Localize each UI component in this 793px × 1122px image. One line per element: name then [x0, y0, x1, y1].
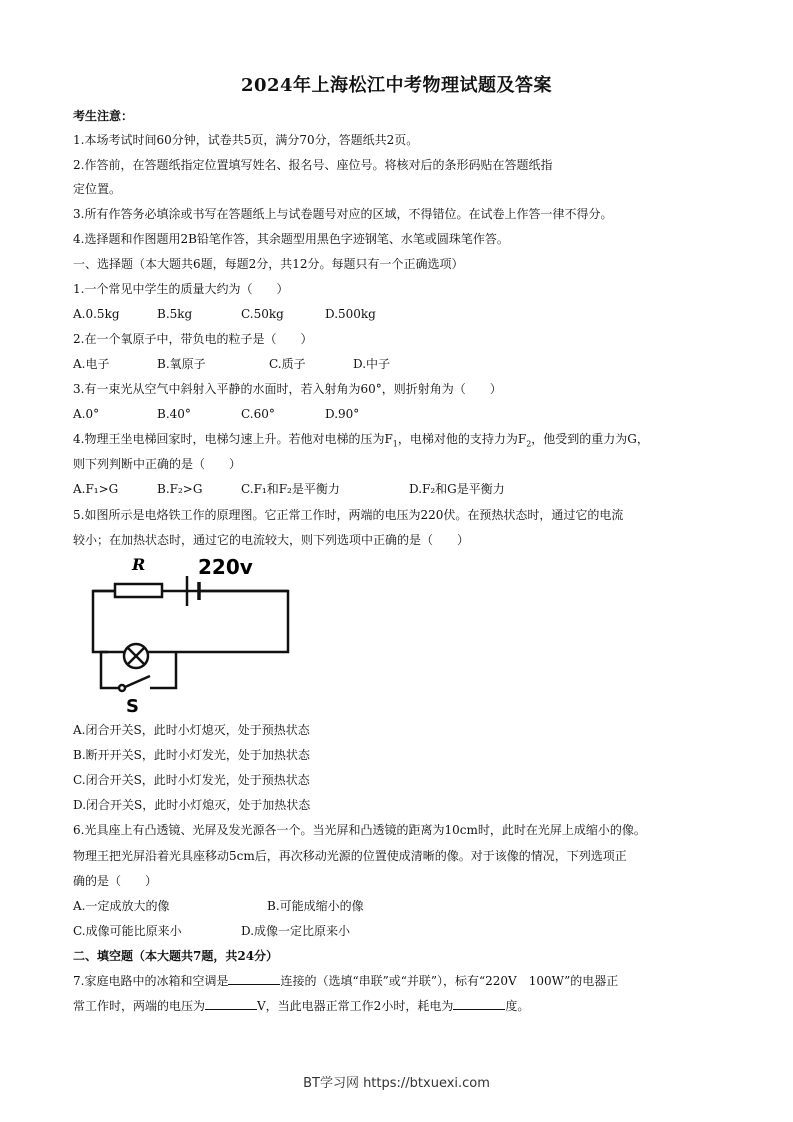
question-2-options [73, 356, 390, 372]
option-c: C.质子 [269, 357, 306, 371]
option-c: C.50kg [241, 307, 284, 321]
option-d: D.中子 [353, 357, 391, 371]
question-1-options [73, 306, 376, 322]
question-4-options [73, 481, 505, 497]
option-b: B.5kg [157, 307, 193, 321]
notice-item: 2.作答前，在答题纸指定位置填写姓名、报名号、座位号。将核对后的条形码贴在答题纸指 [73, 158, 553, 172]
option-d: D.F₂和G是平衡力 [409, 482, 505, 496]
q7-text: 度。 [505, 999, 530, 1013]
option-b: B.F₂>G [157, 482, 203, 496]
option-c: C.60° [241, 407, 275, 421]
question-6-options-row2 [73, 923, 350, 939]
answer-blank[interactable] [228, 974, 280, 985]
question-3-stem: 3.有一束光从空气中斜射入平静的水面时，若入射角为60°，则折射角为（ ） [73, 382, 502, 396]
question-4-stem-line2: 则下列判断中正确的是（ ） [73, 457, 242, 471]
footer-watermark: BT学习网 https://btxuexi.com [303, 1076, 490, 1091]
notice-item: 3.所有作答务必填涂或书写在答题纸上与试卷题号对应的区域，不得错位。在试卷上作答一律不得分。 [73, 207, 613, 221]
notice-heading: 考生注意： [73, 109, 134, 123]
question-1-stem: 1.一个常见中学生的质量大约为（ ） [73, 282, 289, 296]
question-6-options-row1 [73, 898, 364, 914]
question-5-option-c: C.闭合开关S，此时小灯发光，处于预热状态 [73, 773, 310, 787]
resistor-label: R [132, 555, 146, 574]
option-a: A.F₁>G [73, 482, 119, 496]
notice-item: 4.选择题和作图题用2B铅笔作答，其余题型用黑色字迹钢笔、水笔或圆珠笔作答。 [73, 232, 509, 246]
answer-blank[interactable] [453, 999, 505, 1010]
option-a: A.一定成放大的像 [73, 899, 170, 913]
switch-lever [125, 676, 150, 687]
notice-item: 1.本场考试时间60分钟，试卷共5页，满分70分，答题纸共2页。 [73, 133, 419, 147]
voltage-label: 220v [198, 555, 253, 579]
q7-text: 连接的（选填“串联”或“并联”），标有“220V 100W”的电器正 [280, 974, 619, 988]
option-d: D.成像一定比原来小 [241, 924, 351, 938]
question-5-option-a: A.闭合开关S，此时小灯熄灭，处于预热状态 [73, 723, 310, 737]
question-6-stem-line3: 确的是（ ） [73, 874, 158, 888]
question-6-stem-line2: 物理王把光屏沿着光具座移动5cm后，再次移动光源的位置使成清晰的像。对于该像的情况，下列选项正 [73, 849, 627, 863]
resistor-symbol [115, 584, 162, 597]
question-6-stem-line1: 6.光具座上有凸透镜、光屏及发光源各一个。当光屏和凸透镜的距离为10cm时，此时在光屏上成缩小的像。 [73, 823, 646, 837]
switch-label: S [126, 696, 139, 715]
option-d: D.500kg [325, 307, 376, 321]
question-7-line2 [73, 998, 529, 1014]
circuit-wire [93, 591, 115, 652]
page-title: 2024年上海松江中考物理试题及答案 [240, 75, 553, 96]
answer-blank[interactable] [205, 999, 257, 1010]
circuit-wire [150, 652, 176, 688]
section-heading-choice: 一、选择题（本大题共6题，每题2分，共12分。每题只有一个正确选项） [73, 257, 464, 271]
option-b: B.40° [157, 407, 191, 421]
option-a: A.0° [73, 407, 100, 421]
circuit-wire [101, 652, 119, 688]
question-5-stem-line2: 较小；在加热状态时，通过它的电流较大，则下列选项中正确的是（ ） [73, 533, 470, 547]
option-b: B.可能成缩小的像 [267, 899, 364, 913]
q4-stem-part: 4.物理王坐电梯回家时，电梯匀速上升。若他对电梯的压为F [73, 432, 393, 446]
option-d: D.90° [325, 407, 360, 421]
notice-item: 定位置。 [73, 182, 122, 196]
q4-stem-part: ，他受到的重力为G， [531, 432, 649, 446]
q7-text: V，当此电器正常工作2小时，耗电为 [257, 999, 454, 1013]
switch-contact [119, 685, 125, 691]
option-a: A.电子 [73, 357, 110, 371]
question-5-option-d: D.闭合开关S，此时小灯熄灭，处于加热状态 [73, 798, 311, 812]
option-a: A.0.5kg [73, 307, 120, 321]
section-heading-fill: 二、填空题（本大题共7题，共24分） [73, 949, 279, 963]
question-5-option-b: B.断开开关S，此时小灯发光，处于加热状态 [73, 748, 310, 762]
circuit-diagram [88, 550, 298, 715]
question-7-line1 [73, 973, 618, 989]
question-3-options [73, 406, 359, 422]
option-b: B.氧原子 [157, 357, 206, 371]
question-4-stem: 4.物理王坐电梯回家时，电梯匀速上升。若他对电梯的压为$F_1$，电梯对他的支持力为$F_2$，他受到的重力为G， [73, 432, 649, 449]
option-c: C.成像可能比原来小 [73, 924, 182, 938]
q4-stem-part: ，电梯对他的支持力为F [397, 432, 527, 446]
question-2-stem: 2.在一个氧原子中，带负电的粒子是（ ） [73, 332, 313, 346]
question-5-stem-line1: 5.如图所示是电烙铁工作的原理图。它正常工作时，两端的电压为220伏。在预热状态时，通过它的电流 [73, 508, 624, 522]
q7-text: 7.家庭电路中的冰箱和空调是 [73, 974, 229, 988]
option-c: C.F₁和F₂是平衡力 [241, 482, 340, 496]
q7-text: 常工作时，两端的电压为 [73, 999, 206, 1013]
circuit-wire [178, 591, 288, 652]
